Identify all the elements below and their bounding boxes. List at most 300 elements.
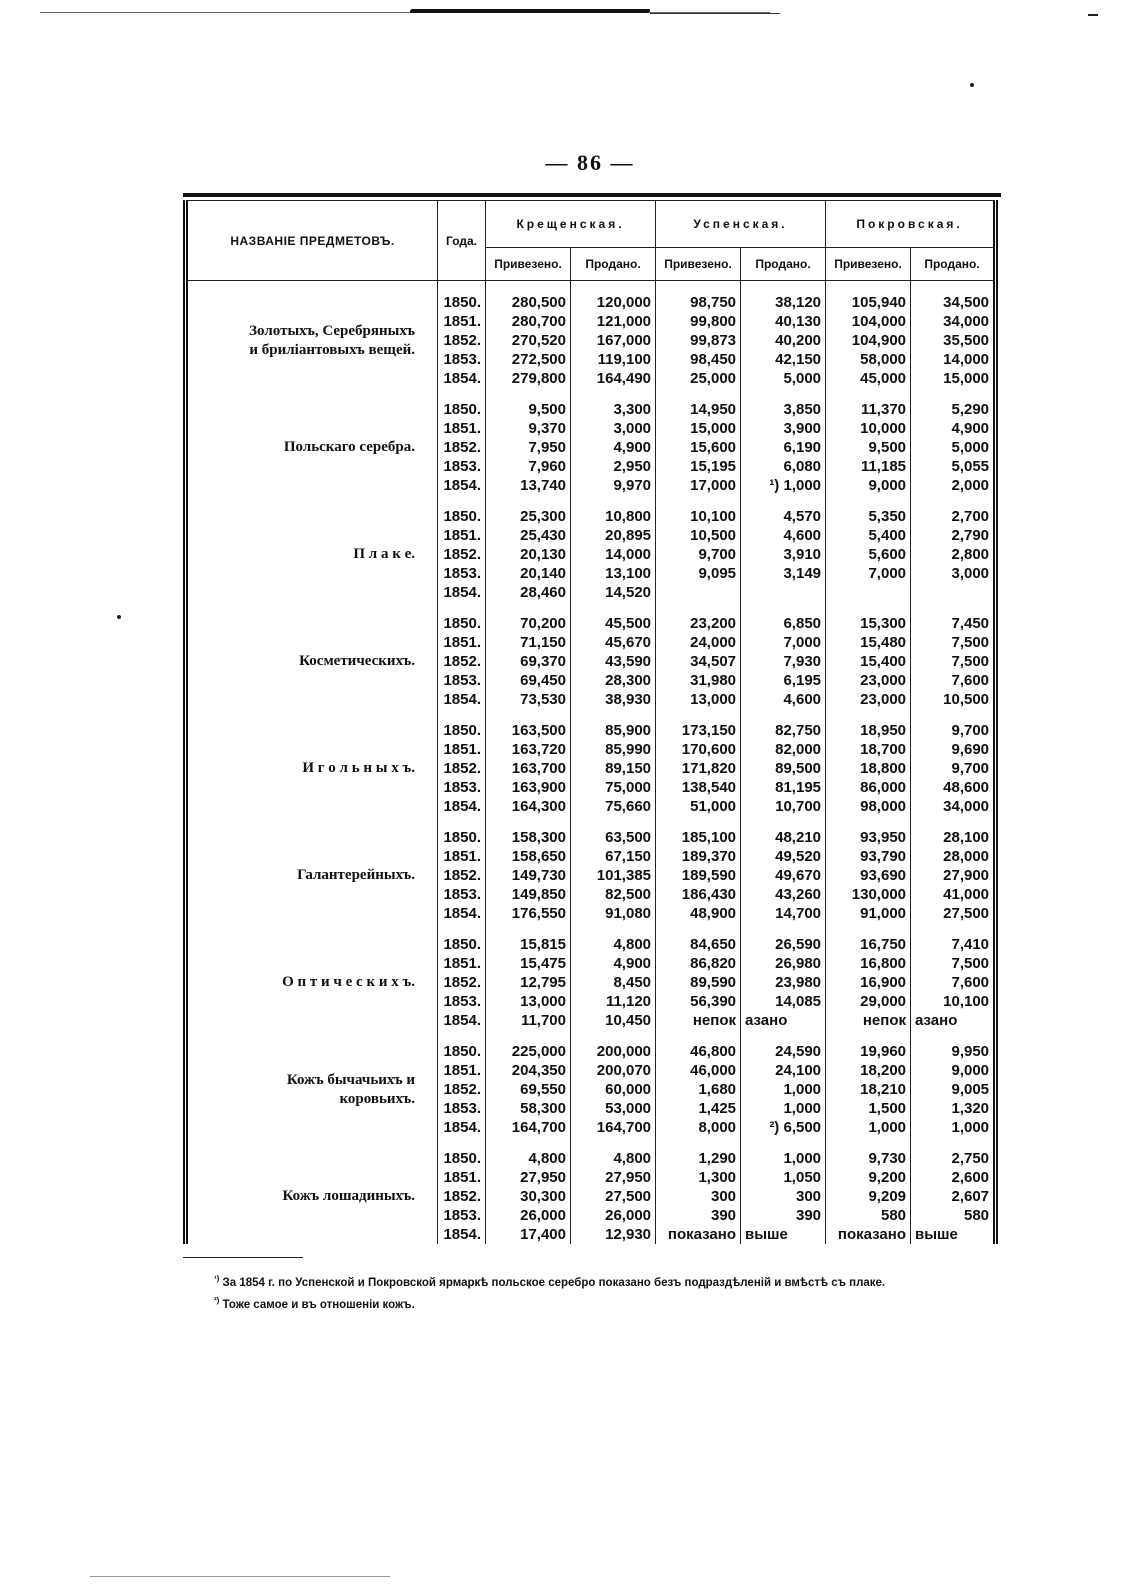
sold-value-cell: 119,100 bbox=[571, 350, 656, 369]
imported-value-cell: 280,500 bbox=[486, 293, 571, 312]
imported-value-cell: 98,450 bbox=[656, 350, 741, 369]
imported-value-cell: 15,475 bbox=[486, 954, 571, 973]
sold-value-cell: 42,150 bbox=[741, 350, 826, 369]
imported-value-cell: 7,960 bbox=[486, 457, 571, 476]
imported-value-cell: 18,800 bbox=[826, 759, 911, 778]
imported-value-cell: 149,730 bbox=[486, 866, 571, 885]
sold-value-cell: 26,000 bbox=[571, 1206, 656, 1225]
imported-value-cell: 149,850 bbox=[486, 885, 571, 904]
imported-value-cell: 279,800 bbox=[486, 369, 571, 388]
sold-value-cell: 45,500 bbox=[571, 614, 656, 633]
imported-value-cell: 158,300 bbox=[486, 828, 571, 847]
sold-value-cell: 26,980 bbox=[741, 954, 826, 973]
item-name: О п т и ч е с к и х ъ. bbox=[186, 935, 438, 1030]
imported-value-cell: 93,690 bbox=[826, 866, 911, 885]
imported-value-cell: 93,950 bbox=[826, 828, 911, 847]
imported-value-cell: 7,000 bbox=[826, 564, 911, 583]
imported-value-cell: показано bbox=[826, 1225, 911, 1244]
sold-value-cell: азано bbox=[741, 1011, 826, 1030]
imported-value-cell: 28,460 bbox=[486, 583, 571, 602]
year-cell: 1853. bbox=[438, 778, 486, 797]
imported-value-cell: 13,000 bbox=[656, 690, 741, 709]
imported-value-cell: 86,000 bbox=[826, 778, 911, 797]
imported-value-cell: 9,209 bbox=[826, 1187, 911, 1206]
imported-value-cell: 11,185 bbox=[826, 457, 911, 476]
imported-value-cell: 13,740 bbox=[486, 476, 571, 495]
group-spacer bbox=[186, 281, 996, 294]
sold-value-cell: 4,800 bbox=[571, 935, 656, 954]
sold-value-cell: 85,900 bbox=[571, 721, 656, 740]
sold-value-cell: 121,000 bbox=[571, 312, 656, 331]
imported-value-cell: 58,000 bbox=[826, 350, 911, 369]
scan-artifact-mark bbox=[1088, 14, 1098, 16]
year-cell: 1854. bbox=[438, 583, 486, 602]
year-cell: 1851. bbox=[438, 740, 486, 759]
header-fair-kreshchenskaya: Крещенская. bbox=[486, 201, 656, 248]
imported-value-cell: 15,400 bbox=[826, 652, 911, 671]
imported-value-cell: 93,790 bbox=[826, 847, 911, 866]
sold-value-cell: ²) 6,500 bbox=[741, 1118, 826, 1137]
imported-value-cell: 163,720 bbox=[486, 740, 571, 759]
sold-value-cell: 164,700 bbox=[571, 1118, 656, 1137]
year-cell: 1852. bbox=[438, 1187, 486, 1206]
sold-value-cell: 7,500 bbox=[911, 652, 996, 671]
imported-value-cell: показано bbox=[656, 1225, 741, 1244]
group-spacer bbox=[186, 602, 996, 614]
imported-value-cell: 176,550 bbox=[486, 904, 571, 923]
sold-value-cell: 4,570 bbox=[741, 507, 826, 526]
sold-value-cell: 6,850 bbox=[741, 614, 826, 633]
sold-value-cell: 5,290 bbox=[911, 400, 996, 419]
imported-value-cell: 1,300 bbox=[656, 1168, 741, 1187]
header-imported: Привезено. bbox=[826, 248, 911, 281]
imported-value-cell: 104,900 bbox=[826, 331, 911, 350]
sold-value-cell: 75,000 bbox=[571, 778, 656, 797]
sold-value-cell: 5,000 bbox=[911, 438, 996, 457]
imported-value-cell: 1,425 bbox=[656, 1099, 741, 1118]
footnote-text: Тоже самое и въ отношеніи кожъ. bbox=[222, 1298, 415, 1311]
sold-value-cell: 13,100 bbox=[571, 564, 656, 583]
sold-value-cell: 7,930 bbox=[741, 652, 826, 671]
sold-value-cell: 167,000 bbox=[571, 331, 656, 350]
sold-value-cell: 27,900 bbox=[911, 866, 996, 885]
table-row bbox=[186, 293, 996, 312]
year-cell: 1854. bbox=[438, 1118, 486, 1137]
imported-value-cell: 23,000 bbox=[826, 690, 911, 709]
imported-value-cell: 138,540 bbox=[656, 778, 741, 797]
sold-value-cell: 49,670 bbox=[741, 866, 826, 885]
imported-value-cell: 9,095 bbox=[656, 564, 741, 583]
sold-value-cell: 9,700 bbox=[911, 759, 996, 778]
header-fair-uspenskaya: Успенская. bbox=[656, 201, 826, 248]
year-cell: 1850. bbox=[438, 507, 486, 526]
sold-value-cell: 14,000 bbox=[911, 350, 996, 369]
sold-value-cell: 3,910 bbox=[741, 545, 826, 564]
sold-value-cell: 7,500 bbox=[911, 633, 996, 652]
sold-value-cell: 2,607 bbox=[911, 1187, 996, 1206]
item-name: Галантерейныхъ. bbox=[186, 828, 438, 923]
sold-value-cell bbox=[741, 583, 826, 602]
group-spacer bbox=[186, 388, 996, 400]
year-cell: 1853. bbox=[438, 564, 486, 583]
sold-value-cell: 300 bbox=[741, 1187, 826, 1206]
sold-value-cell: 10,700 bbox=[741, 797, 826, 816]
year-cell: 1854. bbox=[438, 476, 486, 495]
sold-value-cell: 2,750 bbox=[911, 1149, 996, 1168]
imported-value-cell: 45,000 bbox=[826, 369, 911, 388]
sold-value-cell: 27,500 bbox=[911, 904, 996, 923]
sold-value-cell: 89,150 bbox=[571, 759, 656, 778]
year-cell: 1854. bbox=[438, 1011, 486, 1030]
year-cell: 1853. bbox=[438, 885, 486, 904]
group-spacer bbox=[186, 1030, 996, 1042]
imported-value-cell: 10,100 bbox=[656, 507, 741, 526]
header-imported: Привезено. bbox=[656, 248, 741, 281]
imported-value-cell: 270,520 bbox=[486, 331, 571, 350]
imported-value-cell: 170,600 bbox=[656, 740, 741, 759]
sold-value-cell: 14,000 bbox=[571, 545, 656, 564]
sold-value-cell: 23,980 bbox=[741, 973, 826, 992]
year-cell: 1852. bbox=[438, 973, 486, 992]
year-cell: 1850. bbox=[438, 1042, 486, 1061]
sold-value-cell: 27,950 bbox=[571, 1168, 656, 1187]
sold-value-cell: 10,800 bbox=[571, 507, 656, 526]
year-cell: 1850. bbox=[438, 293, 486, 312]
imported-value-cell: 30,300 bbox=[486, 1187, 571, 1206]
sold-value-cell: 7,600 bbox=[911, 671, 996, 690]
table-row bbox=[186, 614, 996, 633]
imported-value-cell: 104,000 bbox=[826, 312, 911, 331]
header-sold: Продано. bbox=[741, 248, 826, 281]
item-name: Косметическихъ. bbox=[186, 614, 438, 709]
imported-value-cell: 73,530 bbox=[486, 690, 571, 709]
sold-value-cell: 14,520 bbox=[571, 583, 656, 602]
imported-value-cell: 27,950 bbox=[486, 1168, 571, 1187]
sold-value-cell: 4,900 bbox=[911, 419, 996, 438]
sold-value-cell: 24,100 bbox=[741, 1061, 826, 1080]
sold-value-cell: 3,900 bbox=[741, 419, 826, 438]
footnote-rule bbox=[183, 1257, 303, 1258]
year-cell: 1851. bbox=[438, 847, 486, 866]
sold-value-cell: 164,490 bbox=[571, 369, 656, 388]
sold-value-cell: 3,300 bbox=[571, 400, 656, 419]
imported-value-cell: 10,500 bbox=[656, 526, 741, 545]
table-top-rule bbox=[183, 193, 1001, 197]
footnote-2 bbox=[214, 1292, 885, 1314]
table-row bbox=[186, 507, 996, 526]
year-cell: 1850. bbox=[438, 400, 486, 419]
sold-value-cell: 5,055 bbox=[911, 457, 996, 476]
footnotes bbox=[214, 1270, 885, 1314]
imported-value-cell: 86,820 bbox=[656, 954, 741, 973]
header-sold: Продано. bbox=[911, 248, 996, 281]
imported-value-cell: 580 bbox=[826, 1206, 911, 1225]
sold-value-cell: 1,000 bbox=[741, 1099, 826, 1118]
sold-value-cell: 85,990 bbox=[571, 740, 656, 759]
table-row bbox=[186, 400, 996, 419]
sold-value-cell: 390 bbox=[741, 1206, 826, 1225]
sold-value-cell: 4,900 bbox=[571, 438, 656, 457]
imported-value-cell: 171,820 bbox=[656, 759, 741, 778]
sold-value-cell: 28,100 bbox=[911, 828, 996, 847]
table-row bbox=[186, 935, 996, 954]
imported-value-cell: непок bbox=[656, 1011, 741, 1030]
sold-value-cell: азано bbox=[911, 1011, 996, 1030]
sold-value-cell: 4,600 bbox=[741, 690, 826, 709]
year-cell: 1851. bbox=[438, 633, 486, 652]
imported-value-cell: 24,000 bbox=[656, 633, 741, 652]
sold-value-cell: 38,120 bbox=[741, 293, 826, 312]
imported-value-cell: 15,300 bbox=[826, 614, 911, 633]
imported-value-cell: 46,800 bbox=[656, 1042, 741, 1061]
imported-value-cell: 48,900 bbox=[656, 904, 741, 923]
imported-value-cell: 69,450 bbox=[486, 671, 571, 690]
footnote-text: За 1854 г. по Успенской и Покровской ярмаркѣ польское серебро показано безъ подраздѣленій и вмѣстѣ съ плаке. bbox=[222, 1276, 886, 1289]
imported-value-cell: 84,650 bbox=[656, 935, 741, 954]
imported-value-cell: 15,480 bbox=[826, 633, 911, 652]
year-cell: 1850. bbox=[438, 721, 486, 740]
footnote-mark: ²) bbox=[214, 1295, 220, 1305]
sold-value-cell: 7,410 bbox=[911, 935, 996, 954]
imported-value-cell: 15,195 bbox=[656, 457, 741, 476]
year-cell: 1853. bbox=[438, 1099, 486, 1118]
group-spacer bbox=[186, 709, 996, 721]
sold-value-cell: 9,690 bbox=[911, 740, 996, 759]
imported-value-cell: 51,000 bbox=[656, 797, 741, 816]
imported-value-cell: 18,200 bbox=[826, 1061, 911, 1080]
year-cell: 1852. bbox=[438, 331, 486, 350]
imported-value-cell: 17,400 bbox=[486, 1225, 571, 1244]
sold-value-cell: 9,700 bbox=[911, 721, 996, 740]
imported-value-cell: 225,000 bbox=[486, 1042, 571, 1061]
sold-value-cell: 34,000 bbox=[911, 312, 996, 331]
sold-value-cell: 9,970 bbox=[571, 476, 656, 495]
imported-value-cell: 26,000 bbox=[486, 1206, 571, 1225]
imported-value-cell: 204,350 bbox=[486, 1061, 571, 1080]
imported-value-cell: 163,500 bbox=[486, 721, 571, 740]
header-sold: Продано. bbox=[571, 248, 656, 281]
imported-value-cell: 58,300 bbox=[486, 1099, 571, 1118]
imported-value-cell: 158,650 bbox=[486, 847, 571, 866]
imported-value-cell: 69,550 bbox=[486, 1080, 571, 1099]
imported-value-cell: 91,000 bbox=[826, 904, 911, 923]
sold-value-cell: 28,300 bbox=[571, 671, 656, 690]
year-cell: 1852. bbox=[438, 438, 486, 457]
imported-value-cell: 9,500 bbox=[486, 400, 571, 419]
sold-value-cell: 45,670 bbox=[571, 633, 656, 652]
header-year: Года. bbox=[438, 201, 486, 281]
header-fair-pokrovskaya: Покровская. bbox=[826, 201, 996, 248]
imported-value-cell: 18,210 bbox=[826, 1080, 911, 1099]
sold-value-cell: 2,700 bbox=[911, 507, 996, 526]
sold-value-cell: 10,500 bbox=[911, 690, 996, 709]
imported-value-cell: 15,815 bbox=[486, 935, 571, 954]
sold-value-cell: 200,070 bbox=[571, 1061, 656, 1080]
imported-value-cell: 9,200 bbox=[826, 1168, 911, 1187]
table-row bbox=[186, 721, 996, 740]
year-cell: 1852. bbox=[438, 759, 486, 778]
group-spacer bbox=[186, 1137, 996, 1149]
footnote-mark: ¹) bbox=[214, 1274, 220, 1283]
sold-value-cell: 8,450 bbox=[571, 973, 656, 992]
sold-value-cell: 53,000 bbox=[571, 1099, 656, 1118]
sold-value-cell: 120,000 bbox=[571, 293, 656, 312]
sold-value-cell: 75,660 bbox=[571, 797, 656, 816]
imported-value-cell: 31,980 bbox=[656, 671, 741, 690]
imported-value-cell: 11,700 bbox=[486, 1011, 571, 1030]
imported-value-cell: 20,140 bbox=[486, 564, 571, 583]
sold-value-cell: 24,590 bbox=[741, 1042, 826, 1061]
sold-value-cell: 6,190 bbox=[741, 438, 826, 457]
sold-value-cell: 35,500 bbox=[911, 331, 996, 350]
sold-value-cell: 82,500 bbox=[571, 885, 656, 904]
sold-value-cell: 200,000 bbox=[571, 1042, 656, 1061]
imported-value-cell: 9,500 bbox=[826, 438, 911, 457]
sold-value-cell: 5,000 bbox=[741, 369, 826, 388]
year-cell: 1852. bbox=[438, 866, 486, 885]
year-cell: 1854. bbox=[438, 369, 486, 388]
imported-value-cell bbox=[826, 583, 911, 602]
header-imported: Привезено. bbox=[486, 248, 571, 281]
year-cell: 1853. bbox=[438, 992, 486, 1011]
sold-value-cell: 6,080 bbox=[741, 457, 826, 476]
sold-value-cell: ¹) 1,000 bbox=[741, 476, 826, 495]
table-row bbox=[186, 828, 996, 847]
imported-value-cell: 23,200 bbox=[656, 614, 741, 633]
imported-value-cell: 23,000 bbox=[826, 671, 911, 690]
sold-value-cell: 14,700 bbox=[741, 904, 826, 923]
sold-value-cell: 10,100 bbox=[911, 992, 996, 1011]
sold-value-cell: выше bbox=[911, 1225, 996, 1244]
year-cell: 1851. bbox=[438, 954, 486, 973]
sold-value-cell: 7,600 bbox=[911, 973, 996, 992]
sold-value-cell: 82,750 bbox=[741, 721, 826, 740]
imported-value-cell bbox=[656, 583, 741, 602]
year-cell: 1851. bbox=[438, 1061, 486, 1080]
imported-value-cell: 98,750 bbox=[656, 293, 741, 312]
sold-value-cell: 20,895 bbox=[571, 526, 656, 545]
imported-value-cell: 15,600 bbox=[656, 438, 741, 457]
year-cell: 1853. bbox=[438, 1206, 486, 1225]
table-row bbox=[186, 1042, 996, 1061]
sold-value-cell: 34,000 bbox=[911, 797, 996, 816]
sold-value-cell: 34,500 bbox=[911, 293, 996, 312]
sold-value-cell: 7,000 bbox=[741, 633, 826, 652]
statistics-table-container bbox=[183, 193, 1001, 1244]
year-cell: 1851. bbox=[438, 1168, 486, 1187]
year-cell: 1853. bbox=[438, 457, 486, 476]
sold-value-cell: 2,000 bbox=[911, 476, 996, 495]
sold-value-cell: 6,195 bbox=[741, 671, 826, 690]
imported-value-cell: 105,940 bbox=[826, 293, 911, 312]
imported-value-cell: 7,950 bbox=[486, 438, 571, 457]
sold-value-cell: 89,500 bbox=[741, 759, 826, 778]
sold-value-cell: 10,450 bbox=[571, 1011, 656, 1030]
imported-value-cell: 18,950 bbox=[826, 721, 911, 740]
sold-value-cell: 1,000 bbox=[741, 1149, 826, 1168]
sold-value-cell: 38,930 bbox=[571, 690, 656, 709]
year-cell: 1852. bbox=[438, 652, 486, 671]
imported-value-cell: 16,750 bbox=[826, 935, 911, 954]
sold-value-cell: 9,005 bbox=[911, 1080, 996, 1099]
sold-value-cell: 1,050 bbox=[741, 1168, 826, 1187]
year-cell: 1850. bbox=[438, 828, 486, 847]
sold-value-cell: 11,120 bbox=[571, 992, 656, 1011]
imported-value-cell: 390 bbox=[656, 1206, 741, 1225]
header-item-name: НАЗВАНІЕ ПРЕДМЕТОВЪ. bbox=[186, 201, 438, 281]
year-cell: 1853. bbox=[438, 350, 486, 369]
imported-value-cell: 99,873 bbox=[656, 331, 741, 350]
sold-value-cell: 81,195 bbox=[741, 778, 826, 797]
imported-value-cell: 1,290 bbox=[656, 1149, 741, 1168]
imported-value-cell: 1,000 bbox=[826, 1118, 911, 1137]
sold-value-cell: 1,320 bbox=[911, 1099, 996, 1118]
imported-value-cell: 9,730 bbox=[826, 1149, 911, 1168]
sold-value-cell: 26,590 bbox=[741, 935, 826, 954]
sold-value-cell: 43,590 bbox=[571, 652, 656, 671]
imported-value-cell: 5,600 bbox=[826, 545, 911, 564]
sold-value-cell: 14,085 bbox=[741, 992, 826, 1011]
sold-value-cell: 7,450 bbox=[911, 614, 996, 633]
year-cell: 1850. bbox=[438, 614, 486, 633]
imported-value-cell: 11,370 bbox=[826, 400, 911, 419]
sold-value-cell bbox=[911, 583, 996, 602]
sold-value-cell: 12,930 bbox=[571, 1225, 656, 1244]
imported-value-cell: 5,350 bbox=[826, 507, 911, 526]
sold-value-cell: 60,000 bbox=[571, 1080, 656, 1099]
imported-value-cell: 15,000 bbox=[656, 419, 741, 438]
group-spacer bbox=[186, 816, 996, 828]
imported-value-cell: 5,400 bbox=[826, 526, 911, 545]
imported-value-cell: 34,507 bbox=[656, 652, 741, 671]
imported-value-cell: 70,200 bbox=[486, 614, 571, 633]
sold-value-cell: 9,950 bbox=[911, 1042, 996, 1061]
imported-value-cell: 16,800 bbox=[826, 954, 911, 973]
sold-value-cell: 3,850 bbox=[741, 400, 826, 419]
imported-value-cell: 189,590 bbox=[656, 866, 741, 885]
imported-value-cell: 185,100 bbox=[656, 828, 741, 847]
sold-value-cell: 2,790 bbox=[911, 526, 996, 545]
imported-value-cell: непок bbox=[826, 1011, 911, 1030]
imported-value-cell: 46,000 bbox=[656, 1061, 741, 1080]
year-cell: 1854. bbox=[438, 904, 486, 923]
sold-value-cell: 580 bbox=[911, 1206, 996, 1225]
sold-value-cell: 2,950 bbox=[571, 457, 656, 476]
table-row bbox=[186, 1149, 996, 1168]
sold-value-cell: 2,800 bbox=[911, 545, 996, 564]
sold-value-cell: 15,000 bbox=[911, 369, 996, 388]
imported-value-cell: 71,150 bbox=[486, 633, 571, 652]
sold-value-cell: 3,149 bbox=[741, 564, 826, 583]
imported-value-cell: 8,000 bbox=[656, 1118, 741, 1137]
page-number: — 86 — bbox=[545, 150, 635, 175]
imported-value-cell: 130,000 bbox=[826, 885, 911, 904]
item-name: Кожъ бычачьихъ и коровьихъ. bbox=[186, 1042, 438, 1137]
imported-value-cell: 25,000 bbox=[656, 369, 741, 388]
year-cell: 1853. bbox=[438, 671, 486, 690]
sold-value-cell: 4,900 bbox=[571, 954, 656, 973]
sold-value-cell: 49,520 bbox=[741, 847, 826, 866]
year-cell: 1850. bbox=[438, 935, 486, 954]
sold-value-cell: выше bbox=[741, 1225, 826, 1244]
year-cell: 1854. bbox=[438, 1225, 486, 1244]
scan-artifact-bottom bbox=[90, 1576, 390, 1577]
imported-value-cell: 164,300 bbox=[486, 797, 571, 816]
imported-value-cell: 280,700 bbox=[486, 312, 571, 331]
table-body bbox=[186, 281, 996, 1245]
imported-value-cell: 98,000 bbox=[826, 797, 911, 816]
year-cell: 1851. bbox=[438, 312, 486, 331]
